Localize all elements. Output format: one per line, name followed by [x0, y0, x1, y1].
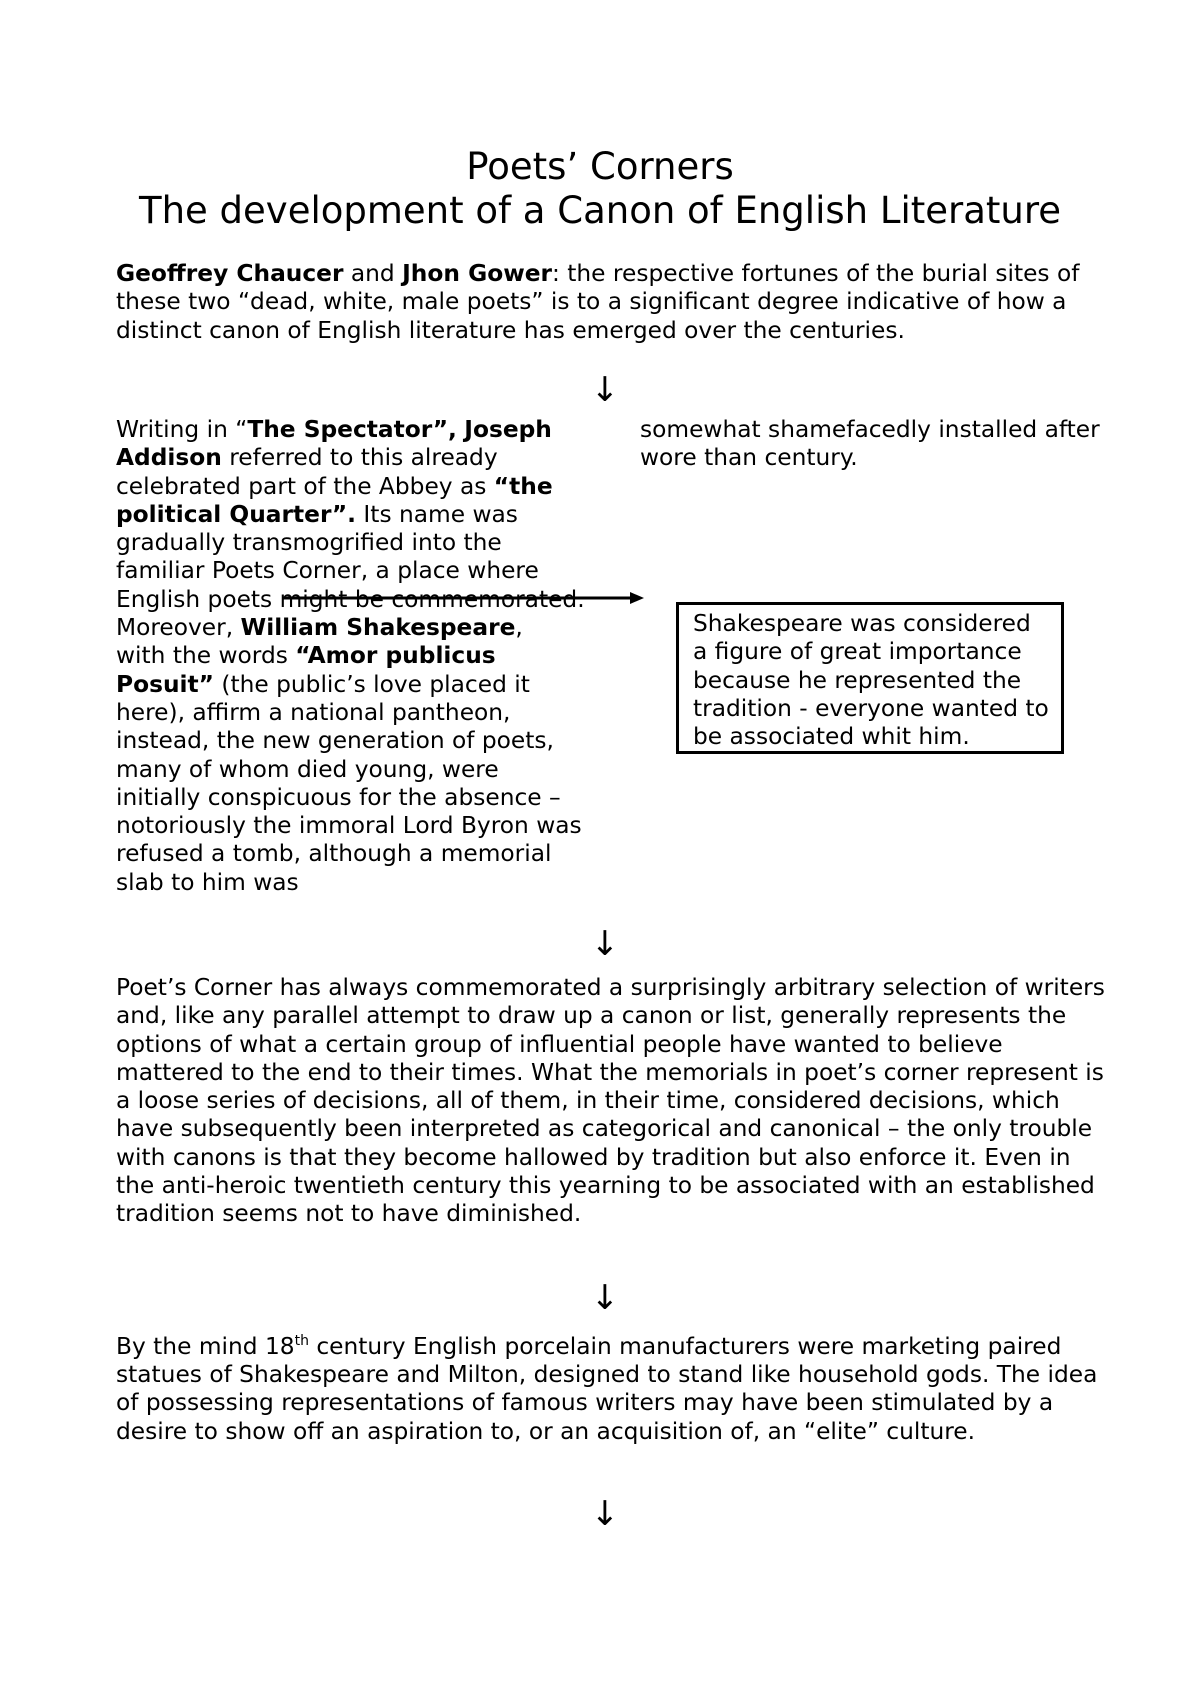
- spectator-bold-shakespeare: William Shakespeare: [240, 614, 516, 642]
- intro-and: and: [343, 260, 403, 287]
- intro-name-gower: Jhon Gower: [402, 260, 553, 287]
- porcelain-superscript: th: [294, 1333, 309, 1349]
- spectator-text-3: referred to this already celebrated part of the Abbey as: [116, 444, 498, 500]
- spectator-text-7: (the public’s love placed it here), affirm a national pantheon, instead, the new generation of poets, many of whom died young, were initially conspicuous for the absence – notoriously the immoral Lord Byron was refused a tomb, although a memorial slab to him was: [116, 670, 582, 896]
- porcelain-text-1: By the mind 18: [116, 1332, 295, 1360]
- spectator-continued: somewhat shamefacedly installed after wore than century.: [640, 416, 1100, 472]
- down-arrow-icon: ↓: [590, 1494, 620, 1534]
- shakespeare-callout-box: Shakespeare was considered a figure of great importance because he represented the tradition - everyone wanted to be associated whit him.: [676, 602, 1064, 754]
- page-subtitle: The development of a Canon of English Literature: [138, 189, 1062, 232]
- spectator-bold-addison: Joseph Addison: [116, 416, 552, 472]
- porcelain-paragraph: [116, 1327, 1106, 1446]
- page-title: Poets’ Corners: [466, 145, 734, 188]
- poets-corner-paragraph: Poet’s Corner has always commemorated a surprisingly arbitrary selection of writers and, like any parallel attempt to draw up a canon or list, generally represents the options of what a certain group of influential people have wanted to believe mattered to the end to their times. What the memorials in poet’s corner represent is a loose series of decisions, all of them, in their time, considered decisions, which have subsequently been interpreted as categorical and canonical – the only trouble with canons is that they become hallowed by tradition but also enforce it. Even in the anti-heroic twentieth century this yearning to be associated with an established tradition seems not to have diminished.: [116, 974, 1105, 1228]
- spectator-text-5: ,: [515, 614, 523, 642]
- spectator-text-1: Writing in “: [116, 416, 248, 443]
- intro-name-chaucer: Geoffrey Chaucer: [116, 260, 344, 287]
- connector-arrowhead-icon: [630, 592, 644, 604]
- spectator-paragraph: [116, 416, 586, 897]
- spectator-text-4: Its name was gradually transmogrified into the familiar Poets Corner, a place where English poets might be commemorated. Moreover,: [116, 500, 585, 642]
- porcelain-text-2: century English porcelain manufacturers were marketing paired statues of Shakespeare and Milton, designed to stand like household gods. The idea of possessing representations of famous writers may have been stimulated by a desire to show off an aspiration to, or an acquisition of, an “elite” culture.: [116, 1332, 1098, 1445]
- spectator-text-6: with the words: [116, 642, 296, 670]
- spectator-bold-amor: “Amor publicus Posuit”: [116, 642, 496, 698]
- spectator-bold-quarter: “the political Quarter”.: [116, 472, 553, 528]
- intro-text: : the respective fortunes of the burial sites of these two “dead, white, male poets” is to a significant degree indicative of how a distinct canon of English literature has emerged over the centuries.: [116, 260, 1080, 344]
- down-arrow-icon: ↓: [590, 924, 620, 964]
- intro-paragraph: [116, 260, 1106, 345]
- down-arrow-icon: ↓: [590, 1278, 620, 1318]
- down-arrow-icon: ↓: [590, 370, 620, 410]
- spectator-bold-1: The Spectator”,: [247, 416, 457, 443]
